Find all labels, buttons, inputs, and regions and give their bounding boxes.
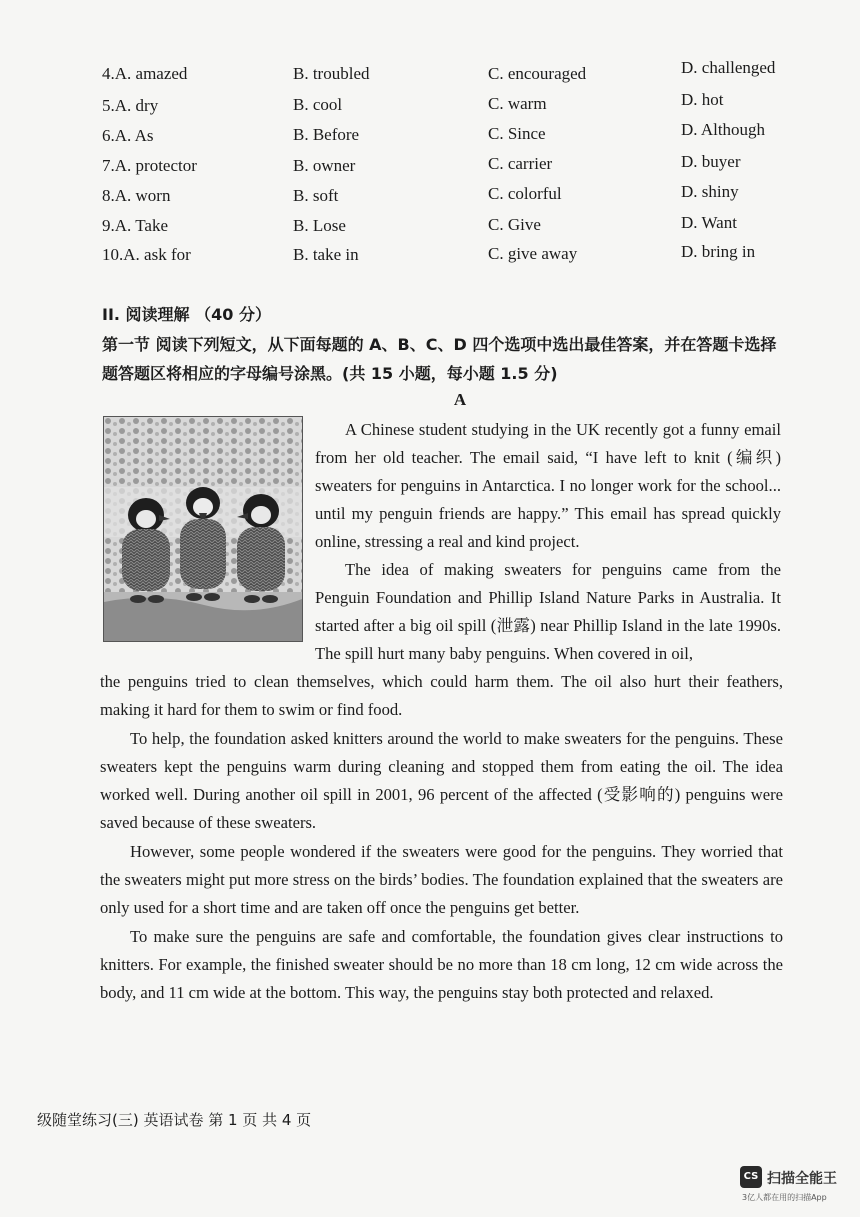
passage-paragraph-2: The idea of making sweaters for penguins came from the Penguin Foundation and Phillip Island Nature Parks in Australia. It started after a big oil spill (泄露) near Phillip Island in the late 1990s. The spill hurt many baby penguins. When covered in oil, — [315, 560, 781, 663]
option-d: D. buyer — [681, 152, 741, 171]
option-row-4 — [0, 58, 860, 94]
option-b: B. Lose — [293, 216, 346, 235]
option-b: B. soft — [293, 186, 339, 205]
option-d: D. shiny — [681, 182, 739, 201]
option-b: B. troubled — [293, 64, 370, 83]
option-d: D. Although — [681, 120, 766, 139]
scanner-app-name: 扫描全能王 — [767, 1171, 837, 1187]
option-b: B. Before — [293, 125, 360, 144]
option-c: C. Since — [488, 124, 546, 143]
option-row-9 — [0, 214, 860, 244]
option-b: B. take in — [293, 245, 359, 264]
option-d: D. challenged — [681, 58, 776, 77]
option-a: 8.A. worn — [102, 186, 171, 205]
option-a: 6.A. As — [102, 126, 154, 145]
passage-paragraph-3: To help, the foundation asked knitters around the world to make sweaters for the penguins. These sweaters kept the penguins warm during cleaning and stopped them from eating the oil. The idea worked well. During another oil spill in 2001, 96 percent of the affected (受影响的) penguins were saved because of these sweaters. — [100, 729, 783, 832]
option-row-6 — [0, 120, 860, 154]
passage-paragraph-1: A Chinese student studying in the UK recently got a funny email from her old teacher. The email said, “I have left to knit (编织) sweaters for penguins in Antarctica. I no longer work for the school... until my penguin friends are happy.” This email has spread quickly online, stressing a real and kind project. — [315, 420, 781, 551]
option-b: B. owner — [293, 156, 356, 175]
passage-letter: A — [453, 390, 467, 409]
option-row-8 — [0, 184, 860, 214]
passage-paragraph-2-cont: the penguins tried to clean themselves, which could harm them. The oil also hurt their feathers, making it hard for them to swim or find food. — [100, 672, 783, 719]
option-row-10 — [0, 244, 860, 274]
passage-paragraph-4: However, some people wondered if the sweaters were good for the penguins. They worried that the sweaters might put more stress on the birds’ bodies. The foundation explained that the sweaters are only used for a short time and are taken off once the penguins get better. — [100, 842, 783, 917]
option-c: C. carrier — [488, 154, 553, 173]
scanner-watermark — [740, 1166, 850, 1206]
option-c: C. Give — [488, 215, 541, 234]
option-c: C. give away — [488, 244, 578, 263]
penguins-photo — [103, 416, 303, 642]
page-footer: 级随堂练习(三) 英语试卷 第 1 页 共 4 页 — [37, 1111, 312, 1129]
option-a: 5.A. dry — [102, 96, 159, 115]
option-c: C. warm — [488, 94, 547, 113]
camscanner-logo-icon: CS — [740, 1166, 762, 1188]
section-instruction: 第一节 阅读下列短文，从下面每题的 A、B、C、D 四个选项中选出最佳答案，并在答题卡选择题答题区将相应的字母编号涂黑。(共 15 小题，每小题 1.5 分) — [102, 335, 777, 383]
scanner-tagline: 3亿人都在用的扫描App — [742, 1193, 827, 1202]
option-a: 10.A. ask for — [102, 245, 191, 264]
option-c: C. colorful — [488, 184, 562, 203]
section-title: II. 阅读理解 （40 分） — [102, 305, 271, 324]
option-b: B. cool — [293, 95, 343, 114]
option-a: 9.A. Take — [102, 216, 169, 235]
option-row-7 — [0, 154, 860, 184]
option-c: C. encouraged — [488, 64, 587, 83]
option-d: D. hot — [681, 90, 724, 109]
option-a: 4.A. amazed — [102, 64, 188, 83]
option-d: D. bring in — [681, 242, 756, 261]
option-a: 7.A. protector — [102, 156, 197, 175]
passage-paragraph-5: To make sure the penguins are safe and comfortable, the foundation gives clear instructions to knitters. For example, the finished sweater should be no more than 18 cm long, 12 cm wide across the body, and 11 cm wide at the bottom. This way, the penguins stay both protected and relaxed. — [100, 927, 783, 1002]
option-d: D. Want — [681, 213, 737, 232]
